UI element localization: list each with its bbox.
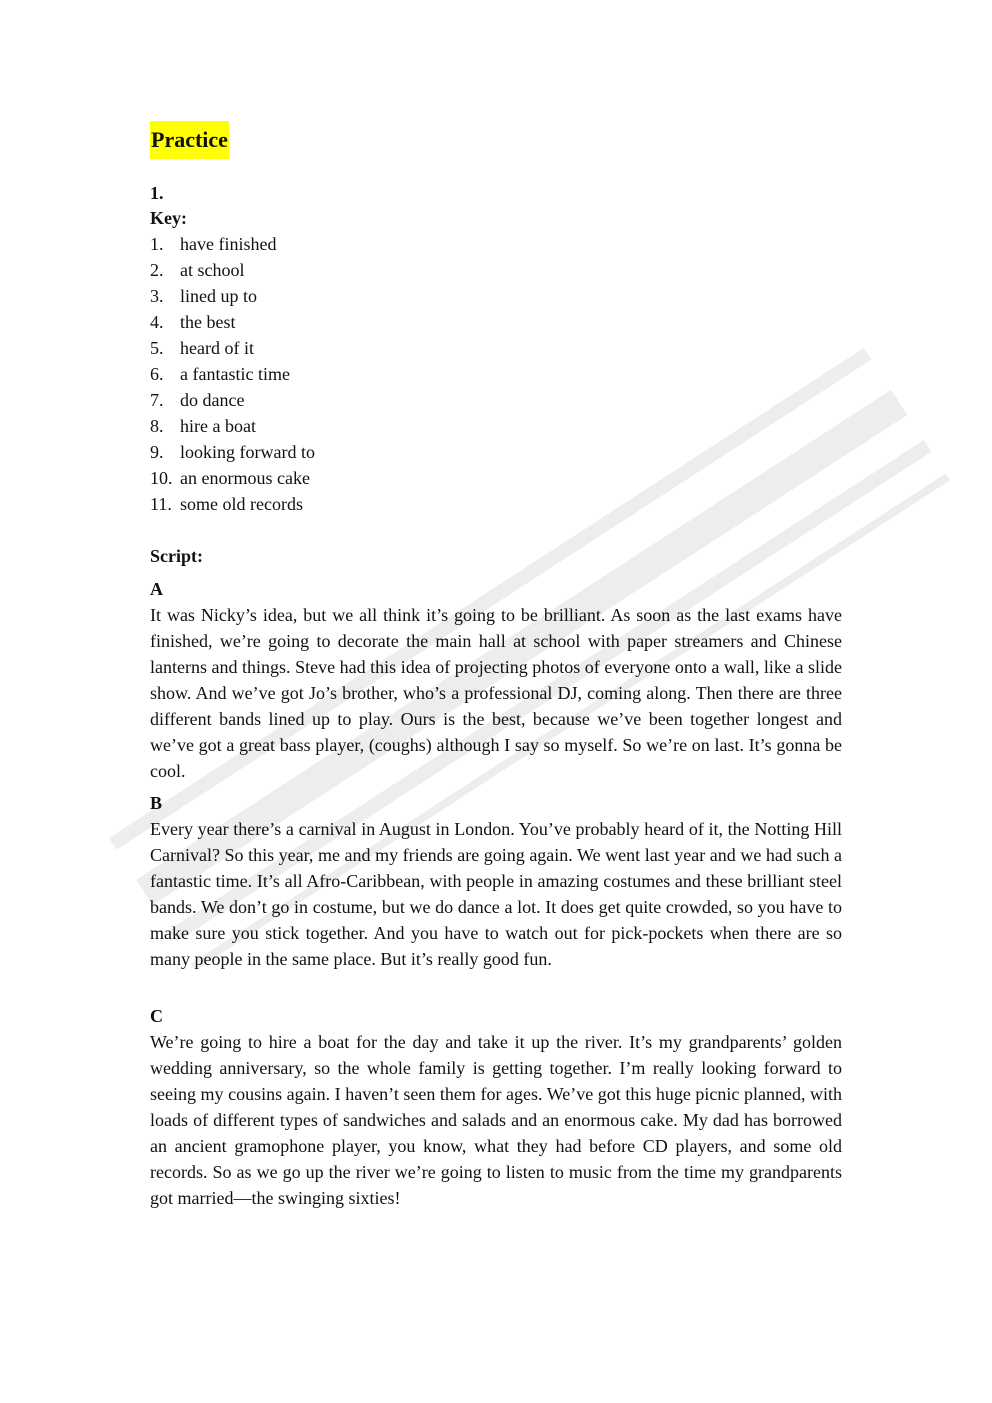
script-section-c bbox=[150, 1003, 842, 1211]
question-number: 1. bbox=[150, 183, 164, 203]
key-item-number: 9. bbox=[150, 442, 164, 462]
key-item-number: 5. bbox=[150, 338, 164, 358]
key-item-text: some old records bbox=[180, 494, 303, 514]
key-item bbox=[150, 413, 315, 439]
key-label: Key: bbox=[150, 208, 187, 228]
script-section-letter: C bbox=[150, 1006, 163, 1026]
key-item-text: do dance bbox=[180, 390, 245, 410]
key-item bbox=[150, 361, 315, 387]
script-section-a bbox=[150, 576, 842, 784]
key-item bbox=[150, 231, 315, 257]
script-section-text: Every year there’s a carnival in August in London. You’ve probably heard of it, the Notting Hill Carnival? So this year, me and my friends are going again. We went last year and we had such a fantastic time. It’s all Afro-Caribbean, with people in amazing costumes and these brilliant steel bands. We don’t go in costume, but we do dance a lot. It does get quite crowded, so you have to make sure you stick together. And you have to watch out for pick-pockets when there are so many people in the same place. But it’s really good fun. bbox=[150, 819, 842, 969]
key-item-text: heard of it bbox=[180, 338, 254, 358]
key-item-text: a fantastic time bbox=[180, 364, 290, 384]
key-item-text: looking forward to bbox=[180, 442, 315, 462]
key-item bbox=[150, 335, 315, 361]
key-item-number: 1. bbox=[150, 234, 164, 254]
key-item-number: 10. bbox=[150, 468, 173, 488]
key-item-number: 3. bbox=[150, 286, 164, 306]
script-section-text: It was Nicky’s idea, but we all think it’s going to be brilliant. As soon as the last exams have finished, we’re going to decorate the main hall at school with paper streamers and Chinese lanterns and things. Steve had this idea of projecting photos of everyone onto a wall, like a slide show. And we’ve got Jo’s brother, who’s a professional DJ, coming along. Then there are three different bands lined up to play. Ours is the best, because we’ve been together longest and we’ve got a great bass player, (coughs) although I say so myself. So we’re on last. It’s gonna be cool. bbox=[150, 605, 842, 781]
key-item-number: 2. bbox=[150, 260, 164, 280]
script-section-text: We’re going to hire a boat for the day and take it up the river. It’s my grandparents’ golden wedding anniversary, so the whole family is getting together. I’m really looking forward to seeing my cousins again. I haven’t seen them for ages. We’ve got this huge picnic planned, with loads of different types of sandwiches and salads and an enormous cake. My dad has borrowed an ancient gramophone player, you know, what they had before CD players, and some old records. So as we go up the river we’re going to listen to music from the time my grandparents got married—the swinging sixties! bbox=[150, 1032, 842, 1208]
key-item bbox=[150, 465, 315, 491]
key-item bbox=[150, 439, 315, 465]
key-item bbox=[150, 283, 315, 309]
key-item-text: lined up to bbox=[180, 286, 257, 306]
script-section-letter: B bbox=[150, 793, 163, 813]
key-item-number: 4. bbox=[150, 312, 164, 332]
key-list bbox=[150, 231, 315, 517]
script-section-letter: A bbox=[150, 579, 163, 599]
key-item-text: at school bbox=[180, 260, 245, 280]
key-item-text: an enormous cake bbox=[180, 468, 310, 488]
key-item bbox=[150, 387, 315, 413]
key-item bbox=[150, 309, 315, 335]
key-item-number: 8. bbox=[150, 416, 164, 436]
key-item-number: 11. bbox=[150, 494, 172, 514]
key-item-number: 7. bbox=[150, 390, 164, 410]
key-item-number: 6. bbox=[150, 364, 164, 384]
key-item-text: hire a boat bbox=[180, 416, 256, 436]
key-item-text: have finished bbox=[180, 234, 277, 254]
script-label: Script: bbox=[150, 546, 203, 566]
key-item-text: the best bbox=[180, 312, 236, 332]
script-section-b bbox=[150, 790, 842, 972]
key-item bbox=[150, 257, 315, 283]
key-item bbox=[150, 491, 315, 517]
section-title: Practice bbox=[150, 121, 229, 159]
